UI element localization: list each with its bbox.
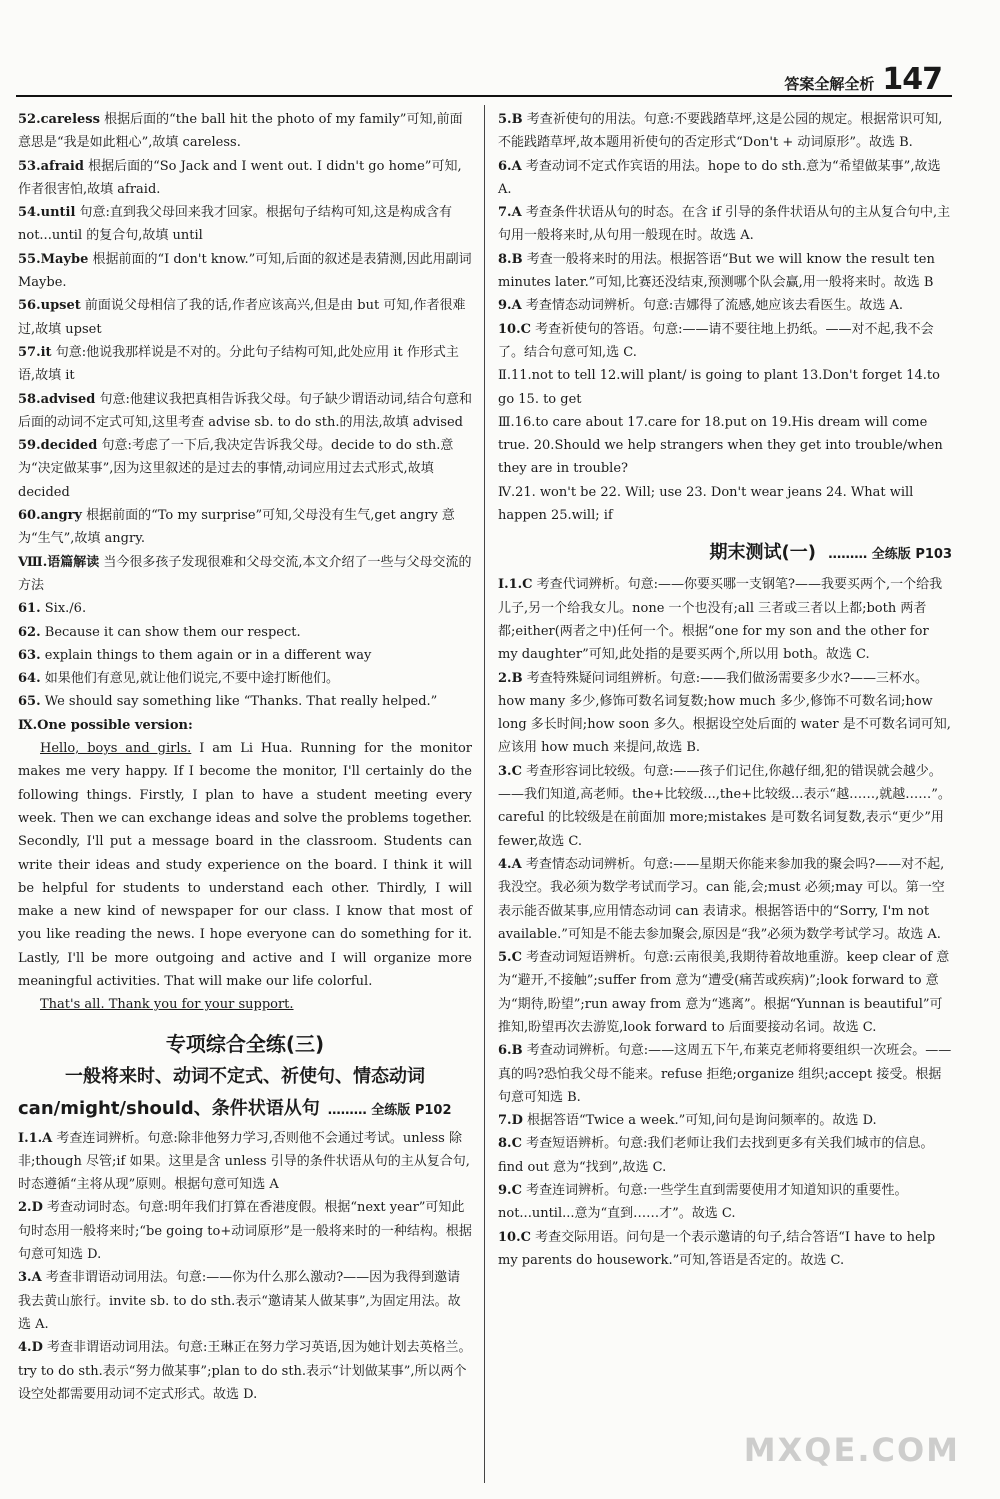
answer-number: 4.D	[18, 1340, 43, 1356]
answer-number: 9.A	[498, 298, 522, 314]
right-answer-list	[498, 108, 952, 364]
answer-entry	[18, 341, 472, 388]
header-title: 答案全解全析	[784, 75, 875, 93]
answer-entry	[18, 155, 472, 202]
answer-text: Six./6.	[44, 601, 87, 617]
answer-number: 5.B	[498, 112, 523, 127]
answer-entry	[498, 201, 952, 248]
right-answer-list-2	[498, 573, 952, 1272]
left-column	[18, 108, 472, 1406]
answer-text: 考查非谓语动词用法。句意:王琳正在努力学习英语,因为她计划去英格兰。try to do sth.表示“努力做某事”;plan to do sth.表示“计划做某事”,所以两个设空处都需要用动词不定式形式。故选 D.	[18, 1340, 472, 1402]
version-label: Ⅸ.One possible version:	[18, 717, 193, 733]
answer-entry	[18, 644, 472, 667]
answer-text: 句意:他建议我把真相告诉我父母。句子缺少谓语动词,结合句意和后面的动词不定式可知,这里考查 advise sb. to do sth.的用法,故填 advised	[18, 391, 472, 430]
answer-number: 55.Maybe	[18, 251, 89, 267]
header-rule	[16, 95, 952, 97]
fill-answers	[498, 364, 952, 527]
answer-number: 5.C	[498, 950, 522, 966]
exam-title: 期末测试(一)	[709, 542, 816, 564]
answer-text: We should say something like “Thanks. That really helped.”	[44, 694, 438, 710]
answer-number: 64.	[18, 671, 41, 687]
answer-entry	[18, 108, 472, 155]
answer-number: 2.B	[498, 670, 523, 686]
answer-number: 4.A	[498, 856, 522, 872]
answer-number: 65.	[18, 694, 41, 710]
answer-entry	[498, 294, 952, 317]
answer-number: 61.	[18, 601, 41, 617]
answer-entry	[18, 201, 472, 248]
answer-text: 考查情态动词辨析。句意:——星期天你能来参加我的聚会吗?——对不起,我没空。我必须为数学考试而学习。can 能,会;must 必须;may 可以。第一空表示能否做某事,应用情态动词 can 表请求。根据答语中的“Sorry, I'm not available.”可知是不能去参加聚会,原因是“我”必须为数学考试学习。故选 A.	[498, 856, 945, 942]
answer-number: 8.C	[498, 1136, 522, 1152]
answer-entry	[498, 318, 952, 365]
answer-text: 句意:直到我父母回来我才回家。根据句子结构可知,这是构成含有 not...until 的复合句,故填 until	[18, 205, 453, 244]
answer-text: explain things to them again or in a different way	[44, 647, 372, 663]
answer-text: 考查非谓语动词用法。句意:——你为什么那么激动?——因为我得到邀请我去黄山旅行。invite sb. to do sth.表示“邀请某人做某事”,为固定用法。故选 A.	[18, 1270, 461, 1332]
answer-text: 考查动词不定式作宾语的用法。hope to do sth.意为“希望做某事”,故选 A.	[498, 158, 941, 197]
answer-entry	[18, 1127, 472, 1197]
answer-number: 53.afraid	[18, 158, 84, 174]
answer-text: 考查连词辨析。句意:一些学生直到需要使用才知道知识的重要性。not...until...意为“直到……才”。故选 C.	[498, 1183, 908, 1222]
fill-answer-line: Ⅱ.11.not to tell 12.will plant/ is going to plant 13.Don't forget 14.to go 15. to get	[498, 368, 940, 407]
answer-text: 根据前面的“To my surprise”可知,父母没有生气,get angry 意为“生气”,故填 angry.	[18, 508, 455, 547]
answer-number: 56.upset	[18, 298, 81, 314]
answer-entry	[18, 294, 472, 341]
answer-number: 9.C	[498, 1183, 522, 1199]
answer-entry	[498, 248, 952, 295]
answer-number: 6.A	[498, 158, 522, 174]
section-subtitle-1: 一般将来时、动词不定式、祈使句、情态动词	[65, 1065, 425, 1087]
answer-number: 63.	[18, 647, 41, 663]
answer-number: 7.D	[498, 1113, 523, 1129]
right-column	[498, 108, 952, 1272]
answer-text: 考查祈使句的用法。句意:不要践踏草坪,这是公园的规定。根据常识可知,不能践踏草坪,故本题用祈使句的否定形式“Don't + 动词原形”。故选 B.	[498, 112, 943, 151]
answer-entry	[498, 853, 952, 946]
answer-entry	[18, 434, 472, 504]
essay-end: That's all. Thank you for your support.	[40, 997, 294, 1013]
answer-text: 考查短语辨析。句意:我们老师让我们去找到更多有关我们城市的信息。find out 意为“找到”,故选 C.	[498, 1136, 934, 1175]
answer-text: 句意:他说我那样说是不对的。分此句子结构可知,此处应用 it 作形式主语,故填 it	[18, 344, 459, 384]
answer-number: 52.careless	[18, 112, 100, 127]
answer-entry	[18, 1336, 472, 1406]
answer-number: 10.C	[498, 1229, 531, 1245]
answer-text: 句意:考虑了一下后,我决定告诉我父母。decide to do sth.意为“决定做某事”,因为这里叙述的是过去的事情,动词应用过去式形式,故填 decided	[18, 438, 454, 500]
answer-text: 考查形容词比较级。句意:——孩子们记住,你越仔细,犯的错误就会越少。——我们知道,高老师。the+比较级...,the+比较级...表示“越……,就越……”。careful 的比较级是在前面加 more;mistakes 是可数名词复数,表示“更少”用 fewer,故选 C.	[498, 763, 951, 849]
answer-entry	[18, 621, 472, 644]
answer-entry	[498, 946, 952, 1039]
answer-text: 根据前面的“I don't know.”可知,后面的叙述是表猜测,因此用副词 Maybe.	[18, 251, 472, 291]
answer-text: 考查动词辨析。句意:——这周五下午,布莱克老师将要组织一次班会。——真的吗?恐怕我父母不能来。refuse 拒绝;organize 组织;accept 接受。根据句意可知选 B.	[498, 1043, 952, 1105]
page-number: 147	[882, 62, 942, 97]
answer-number: Ⅰ.1.A	[18, 1130, 53, 1146]
answer-number: 60.angry	[18, 508, 82, 524]
answer-text: 考查条件状语从句的时态。在含 if 引导的条件状语从句的主从复合句中,主句用一般将来时,从句用一般现在时。故选 A.	[498, 205, 951, 244]
answer-entry	[18, 667, 472, 690]
answer-entry	[18, 551, 472, 598]
watermark-logo: MXQE.COM	[743, 1431, 960, 1469]
answer-entry	[498, 667, 952, 760]
answer-entry	[498, 1109, 952, 1132]
answer-entry	[18, 388, 472, 435]
answer-entry	[18, 248, 472, 295]
section-subtitle-2-text: can/might/should、条件状语从句	[18, 1097, 320, 1119]
answer-text: 考查特殊疑问词组辨析。句意:——我们做汤需要多少水?——三杯水。how many 多少,修饰可数名词复数;how much 多少,修饰不可数名词;how long 多长时间;how soon 多久。根据设空处后面的 water 是不可数名词可知,应该用 how much 来提问,故选 B.	[498, 670, 951, 756]
answer-number: 7.A	[498, 205, 522, 221]
answer-number: 3.A	[18, 1270, 42, 1286]
section-ref: ……… 全练版 P102	[327, 1102, 452, 1118]
answer-entry	[498, 108, 952, 155]
answer-text: 如果他们有意见,就让他们说完,不要中途打断他们。	[44, 671, 340, 687]
answer-number: 54.until	[18, 205, 76, 221]
left-answer-list-2	[18, 1127, 472, 1407]
answer-entry	[498, 1179, 952, 1226]
answer-text: 当今很多孩子发现很难和父母交流,本文介绍了一些与父母交流的方法	[18, 554, 472, 593]
answer-entry	[498, 1132, 952, 1179]
section-subtitle-2	[18, 1093, 472, 1127]
essay-lead: Hello, boys and girls.	[40, 741, 192, 757]
answer-number: 3.C	[498, 763, 522, 779]
answer-number: 2.D	[18, 1200, 43, 1216]
essay-body: I am Li Hua. Running for the monitor makes me very happy. If I become the monitor, I'll certainly do the following things. Firstly, I plan to have a student meeting every week. Then we can exchange ideas and solve the problems together. Secondly, I'll put a message board in the classroom. Students can write their ideas and study experience on the board. I think it will be helpful for students to understand each other. Thirdly, I will make a new kind of newspaper for our class. I know that most of you like reading the news. I hope everyone can do something for it. Lastly, I'll be more outgoing and active and I will organize more meaningful activities. That will make our life colorful.	[18, 741, 472, 989]
answer-text: 考查连词辨析。句意:除非他努力学习,否则他不会通过考试。unless 除非;though 尽管;if 如果。这里是含 unless 引导的条件状语从句的主从复合句,时态遵循“主将从现”原则。根据句意可知选 A	[18, 1130, 470, 1193]
answer-entry	[18, 1196, 472, 1266]
answer-text: 考查一般将来时的用法。根据答语“But we will know the result ten minutes later.”可知,比赛还没结束,预测哪个队会赢,用一般将来时。故选 B	[498, 251, 935, 291]
answer-text: 考查动词短语辨析。句意:云南很美,我期待着故地重游。keep clear of 意为“避开,不接触”;suffer from 意为“遭受(痛苦或疾病)”;look forward to 意为“期待,盼望”;run away from 意为“逃离”。根据“Yunnan is beautiful”可推知,盼望再次去游览,look forward to 后面要接动名词。故选 C.	[498, 950, 950, 1035]
answer-text: 前面说父母相信了我的话,作者应该高兴,但是由 but 可知,作者很难过,故填 upset	[18, 298, 466, 337]
answer-number: 6.B	[498, 1043, 523, 1059]
page-header	[784, 62, 942, 97]
answer-entry	[498, 760, 952, 853]
answer-text: 考查交际用语。问句是一个表示邀请的句子,结合答语“I have to help my parents do housework.”可知,答语是否定的。故选 C.	[498, 1229, 936, 1268]
answer-entry	[498, 155, 952, 202]
essay-text	[18, 737, 472, 993]
answer-number: Ⅰ.1.C	[498, 577, 533, 593]
answer-text: 根据答语“Twice a week.”可知,问句是询问频率的。故选 D.	[527, 1113, 877, 1129]
answer-entry	[18, 504, 472, 551]
answer-number: 62.	[18, 624, 41, 640]
answer-entry	[18, 1266, 472, 1336]
answer-number: 8.B	[498, 251, 523, 267]
answer-text: 考查代词辨析。句意:——你要买哪一支钢笔?——我要买两个,一个给我儿子,另一个给我女儿。none 一个也没有;all 三者或三者以上都;both 两者都;either(两者之中)任何一个。根据“one for my son and the other for my daughter”可知,此处指的是要买两个,所以用 both。故选 C.	[498, 577, 943, 663]
answer-text: 根据后面的“So Jack and I went out. I didn't go home”可知,作者很害怕,故填 afraid.	[18, 158, 462, 197]
left-answer-list	[18, 108, 472, 714]
answer-text: Because it can show them our respect.	[44, 624, 301, 640]
answer-entry	[18, 597, 472, 620]
answer-number: 59.decided	[18, 438, 98, 454]
answer-number: 10.C	[498, 321, 531, 337]
answer-text: 考查情态动词辨析。句意:吉娜得了流感,她应该去看医生。故选 A.	[525, 298, 903, 314]
answer-text: 考查祈使句的答语。句意:——请不要往地上扔纸。——对不起,我不会了。结合句意可知,选 C.	[498, 321, 934, 360]
answer-entry	[498, 1226, 952, 1273]
answer-number: 58.advised	[18, 391, 96, 407]
answer-text: 考查动词时态。句意:明年我们打算在香港度假。根据“next year”可知此句时态用一般将来时;“be going to+动词原形”是一般将来时的一种结构。根据句意可知选 D.	[18, 1200, 472, 1263]
answer-entry	[498, 573, 952, 666]
answer-number: 57.it	[18, 344, 52, 360]
fill-answer-line: Ⅳ.21. won't be 22. Will; use 23. Don't wear jeans 24. What will happen 25.will; if	[498, 484, 914, 524]
exam-ref: ……… 全练版 P103	[828, 547, 952, 563]
answer-text: 根据后面的“the ball hit the photo of my family”可知,前面意思是“我是如此粗心”,故填 careless.	[18, 112, 463, 151]
section-title: 专项综合全练(三)	[165, 1031, 325, 1056]
column-divider	[484, 105, 485, 1483]
answer-number: Ⅷ.语篇解读	[18, 554, 100, 570]
exam-title-row	[498, 535, 952, 573]
answer-entry	[18, 690, 472, 713]
fill-answer-line: Ⅲ.16.to care about 17.care for 18.put on 19.His dream will come true. 20.Should we help strangers when they get into trouble/when they are in trouble?	[498, 414, 943, 477]
answer-entry	[498, 1039, 952, 1109]
